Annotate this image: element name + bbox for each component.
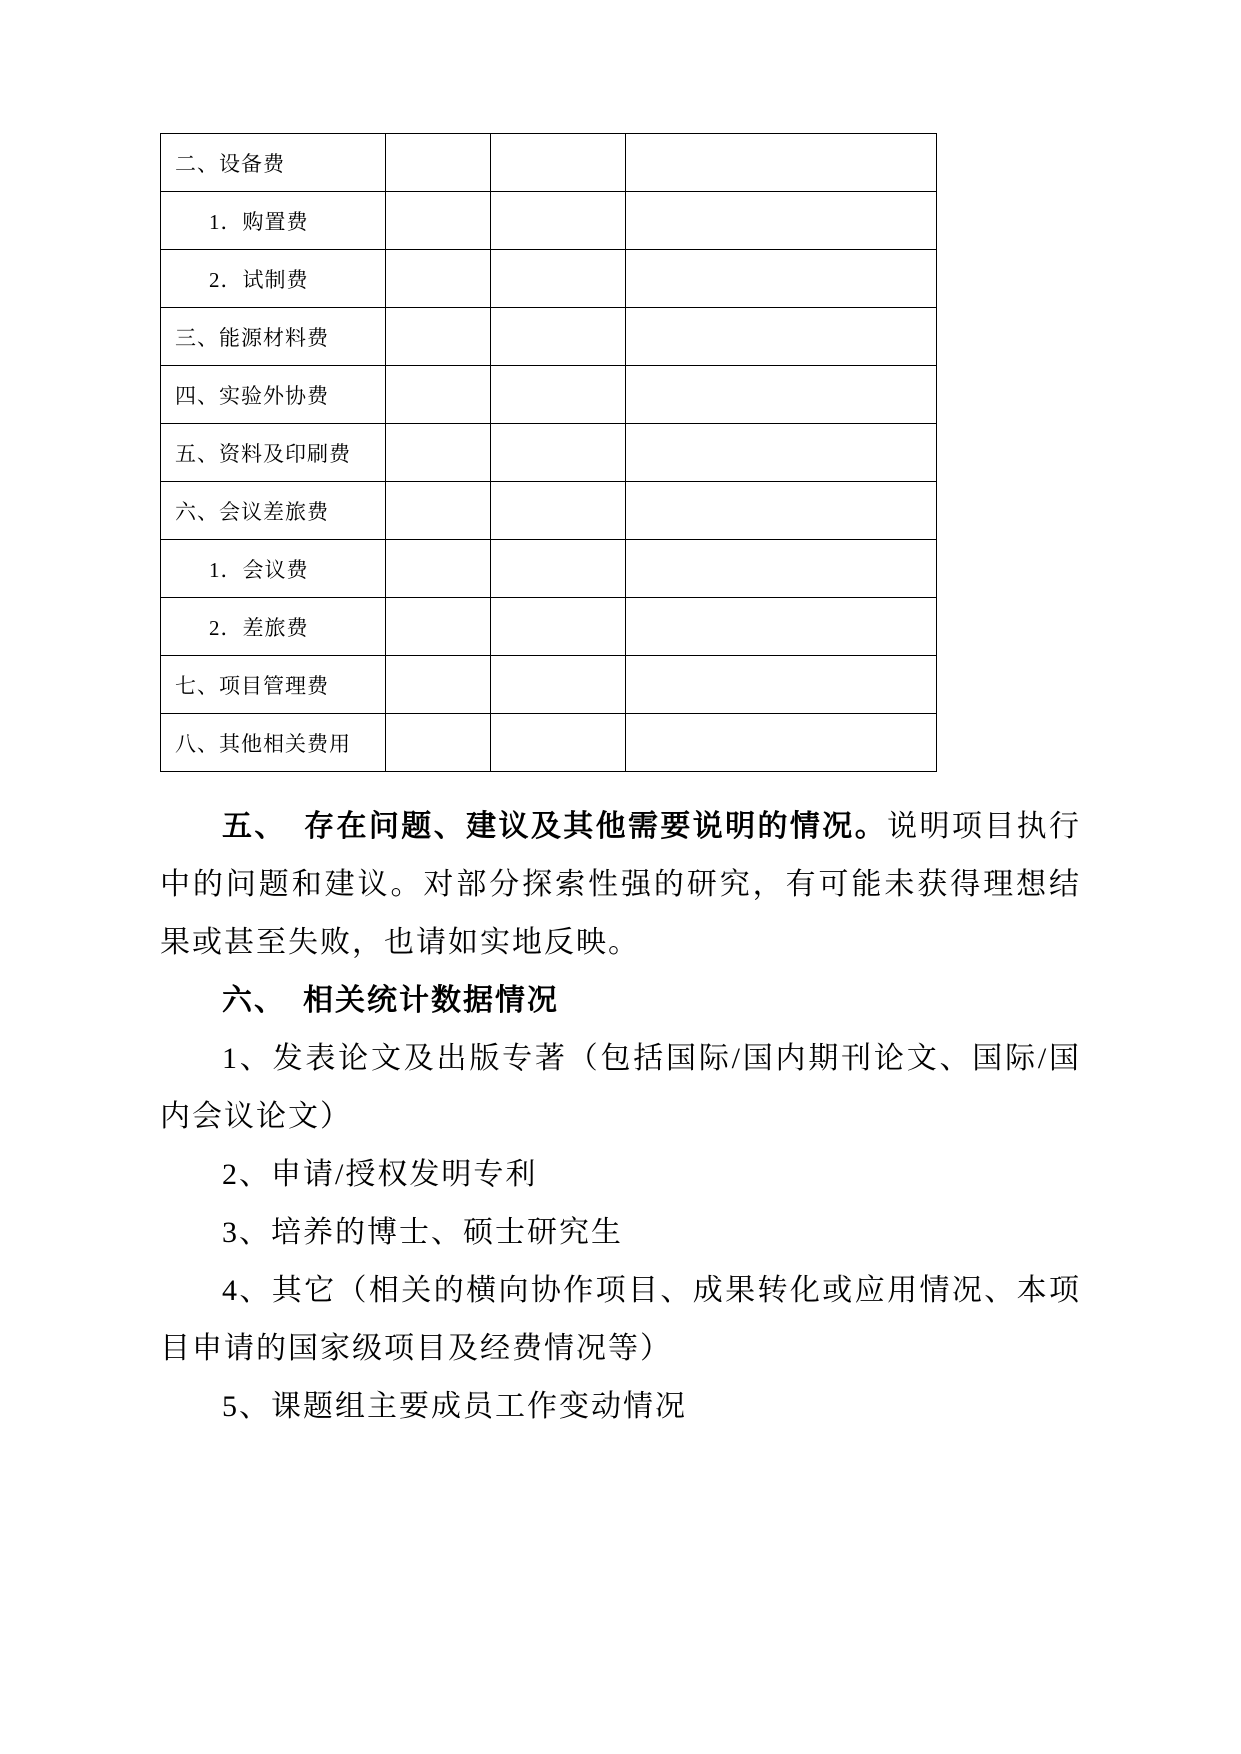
empty-cell: [491, 714, 626, 772]
table-row: [161, 598, 937, 656]
table-row: [161, 482, 937, 540]
row-label: 2．试制费: [161, 250, 386, 308]
empty-cell: [491, 540, 626, 598]
section6-items: [160, 1030, 1081, 1436]
empty-cell: [491, 366, 626, 424]
row-label: 2．差旅费: [161, 598, 386, 656]
table-row: [161, 714, 937, 772]
empty-cell: [626, 366, 937, 424]
empty-cell: [491, 482, 626, 540]
empty-cell: [626, 714, 937, 772]
empty-cell: [626, 192, 937, 250]
empty-cell: [386, 424, 491, 482]
table-row: [161, 308, 937, 366]
empty-cell: [386, 656, 491, 714]
row-label: 八、其他相关费用: [161, 714, 386, 772]
section6-item: 2、申请/授权发明专利: [222, 1158, 538, 1191]
empty-cell: [491, 250, 626, 308]
empty-cell: [386, 308, 491, 366]
empty-cell: [626, 424, 937, 482]
section6-item: 3、培养的博士、硕士研究生: [222, 1216, 623, 1249]
row-label: 二、设备费: [161, 134, 386, 192]
row-label: 1．购置费: [161, 192, 386, 250]
row-label: 四、实验外协费: [161, 366, 386, 424]
empty-cell: [386, 366, 491, 424]
empty-cell: [491, 656, 626, 714]
empty-cell: [386, 134, 491, 192]
empty-cell: [626, 482, 937, 540]
table-row: [161, 134, 937, 192]
empty-cell: [491, 598, 626, 656]
section6-item: 1、发表论文及出版专著（包括国际/国内期刊论文、国际/国内会议论文）: [160, 1042, 1081, 1133]
row-label: 六、会议差旅费: [161, 482, 386, 540]
row-label: 1．会议费: [161, 540, 386, 598]
empty-cell: [626, 250, 937, 308]
table-row: [161, 656, 937, 714]
empty-cell: [626, 308, 937, 366]
empty-cell: [626, 598, 937, 656]
empty-cell: [386, 714, 491, 772]
table-row: [161, 424, 937, 482]
section5-body-text: 说明项目执行中的问题和建议。对部分探索性强的研究，有可能未获得理想结果或甚至失败，也请如实地反映。: [160, 810, 1082, 959]
empty-cell: [491, 192, 626, 250]
empty-cell: [491, 308, 626, 366]
table-row: [161, 366, 937, 424]
empty-cell: [626, 656, 937, 714]
section5-heading: 五、 存在问题、建议及其他需要说明的情况。: [222, 810, 888, 843]
section5-paragraph: [160, 798, 1081, 972]
text-body: [160, 798, 1081, 1436]
section6-heading: 六、 相关统计数据情况: [222, 984, 559, 1017]
empty-cell: [491, 424, 626, 482]
row-label: 七、项目管理费: [161, 656, 386, 714]
section6-item: 4、其它（相关的横向协作项目、成果转化或应用情况、本项目申请的国家级项目及经费情况等）: [160, 1274, 1081, 1365]
empty-cell: [386, 250, 491, 308]
empty-cell: [626, 134, 937, 192]
table-row: [161, 250, 937, 308]
row-label: 三、能源材料费: [161, 308, 386, 366]
empty-cell: [386, 482, 491, 540]
empty-cell: [386, 192, 491, 250]
empty-cell: [386, 540, 491, 598]
row-label: 五、资料及印刷费: [161, 424, 386, 482]
table-row: [161, 192, 937, 250]
budget-table: [160, 133, 937, 772]
section6-item: 5、课题组主要成员工作变动情况: [222, 1390, 687, 1423]
table-row: [161, 540, 937, 598]
empty-cell: [386, 598, 491, 656]
empty-cell: [491, 134, 626, 192]
empty-cell: [626, 540, 937, 598]
